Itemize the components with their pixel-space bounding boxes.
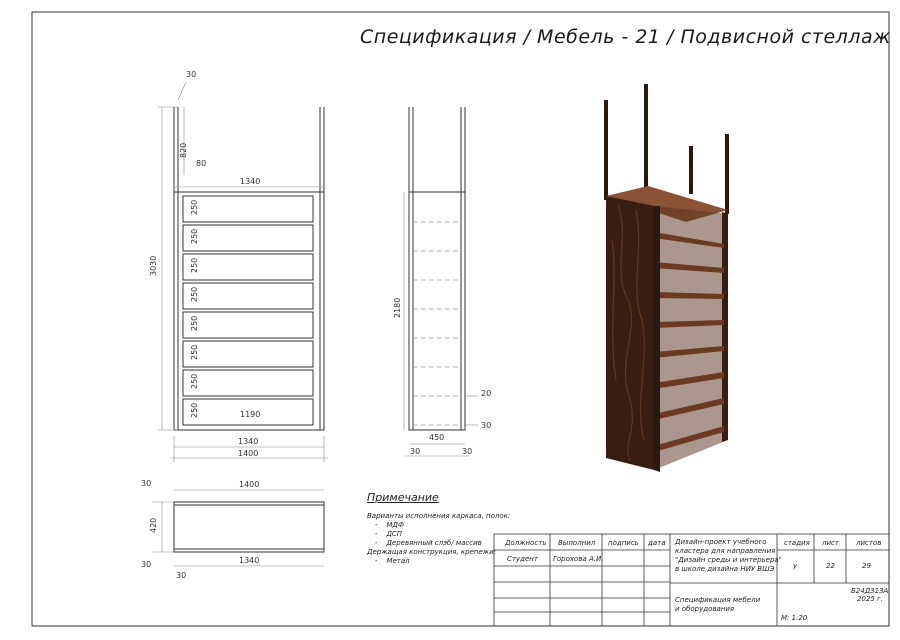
top-view [152, 490, 324, 566]
front-shelves [183, 196, 313, 425]
tb-project-line: кластера для направления [675, 547, 776, 555]
tb-header-performer: Выполнил [558, 539, 596, 547]
render-rod [604, 100, 608, 200]
tb-project-line: в школе дизайна НИУ ВШЭ [675, 565, 775, 573]
side-dimension-labels [393, 298, 491, 456]
front-shelf [183, 283, 313, 309]
dim-side-depth: 450 [429, 433, 445, 442]
notes-frame-item: - Деревянный слэб/ массив [375, 539, 482, 547]
dim-rod-height: 820 [179, 142, 188, 158]
tb-stage-header: стадия [784, 539, 810, 547]
dim-shelf-height: 250 [190, 228, 199, 244]
dim-top-inner-width: 1340 [239, 556, 260, 565]
notes-frame-item: - МДФ [375, 521, 404, 529]
dim-inner-width-top: 1340 [240, 177, 261, 186]
render-front-edge [654, 206, 660, 472]
notes-support-item: - Метал [375, 557, 410, 565]
notes-item-label: Метал [386, 557, 410, 565]
top-dimension-labels [141, 479, 259, 580]
front-shelf [183, 370, 313, 396]
tb-header-signature: подпись [608, 539, 639, 547]
dim-shelf-width: 1190 [240, 410, 261, 419]
render-rod [644, 84, 648, 194]
dim-top-width: 30 [186, 70, 197, 79]
dim-right-post: 30 [462, 447, 473, 456]
notes-frame-intro: Варианты исполнения каркаса, полок: [367, 512, 511, 520]
notes-item-label: Деревянный слэб/ массив [386, 539, 482, 547]
dim-top-depth: 420 [149, 517, 158, 533]
tb-project-line: "Дизайн среды и интерьера" [675, 556, 782, 564]
dim-left-offset: 30 [176, 571, 187, 580]
tb-scale: М: 1:20 [781, 614, 808, 622]
tb-doc-name: Спецификация мебели [675, 596, 761, 604]
front-shelf [183, 225, 313, 251]
tb-doc-name: и оборудования [675, 605, 735, 613]
top-view-outline [174, 502, 324, 552]
front-cabinet [174, 192, 324, 430]
page-title: Спецификация / Мебель - 21 / Подвисной стеллаж [360, 26, 891, 48]
render-rod [725, 134, 729, 214]
tb-header-date: дата [648, 539, 666, 547]
front-shelf [183, 254, 313, 280]
dim-bottom-offset-top: 30 [141, 560, 152, 569]
notes-frame-item: - ДСП [375, 530, 403, 538]
tb-author: Горохова А.И. [553, 555, 604, 563]
dim-shelf-height: 250 [190, 199, 199, 215]
dim-rod-offset: 80 [196, 159, 207, 168]
dim-shelf-height: 250 [190, 286, 199, 302]
tb-group: Б24Д313А [851, 587, 889, 595]
top-dimensions [152, 490, 324, 566]
tb-year: 2025 г. [857, 595, 883, 603]
dim-left-post: 30 [410, 447, 421, 456]
render-rod [689, 146, 693, 194]
notes-heading: Примечание [367, 491, 439, 504]
tb-project-line: Дизайн-проект учебного [675, 538, 767, 546]
dim-side-height: 2180 [393, 297, 402, 318]
dim-shelf-height: 250 [190, 315, 199, 331]
tb-role: Студент [507, 555, 538, 563]
dim-total-height: 3030 [149, 255, 158, 276]
tb-sheets-header: листов [856, 539, 882, 547]
notes-body [367, 512, 510, 566]
dim-shelf-height: 250 [190, 402, 199, 418]
front-shelf [183, 312, 313, 338]
dim-bottom-offset: 30 [481, 421, 492, 430]
dim-top-outer-width: 1400 [239, 480, 260, 489]
tb-header-position: Должность [505, 539, 547, 547]
dim-top-offset: 30 [141, 479, 152, 488]
notes-item-label: МДФ [386, 521, 404, 529]
notes-support-intro: Держащая конструкция, крепежи: [367, 548, 497, 556]
dim-shelf-height: 250 [190, 373, 199, 389]
dim-shelf-height: 250 [190, 344, 199, 360]
front-shelf [183, 341, 313, 367]
side-hidden-shelves [413, 222, 461, 425]
front-view [158, 82, 328, 462]
dim-inner-width-bottom: 1340 [238, 437, 259, 446]
side-cabinet [409, 192, 465, 430]
render-3d [604, 84, 729, 472]
tb-sheets: 29 [862, 562, 871, 570]
front-dimension-labels [149, 70, 260, 458]
dim-shelf-height: 250 [190, 257, 199, 273]
tb-sheet-header: лист [822, 539, 839, 547]
tb-sheet: 22 [826, 562, 835, 570]
side-view [404, 107, 478, 456]
front-shelf [183, 196, 313, 222]
tb-stage: у [793, 562, 798, 570]
notes-item-label: ДСП [386, 530, 403, 538]
dim-outer-width: 1400 [238, 449, 259, 458]
dim-shelf-thickness: 20 [481, 389, 492, 398]
side-dimensions [404, 192, 478, 456]
